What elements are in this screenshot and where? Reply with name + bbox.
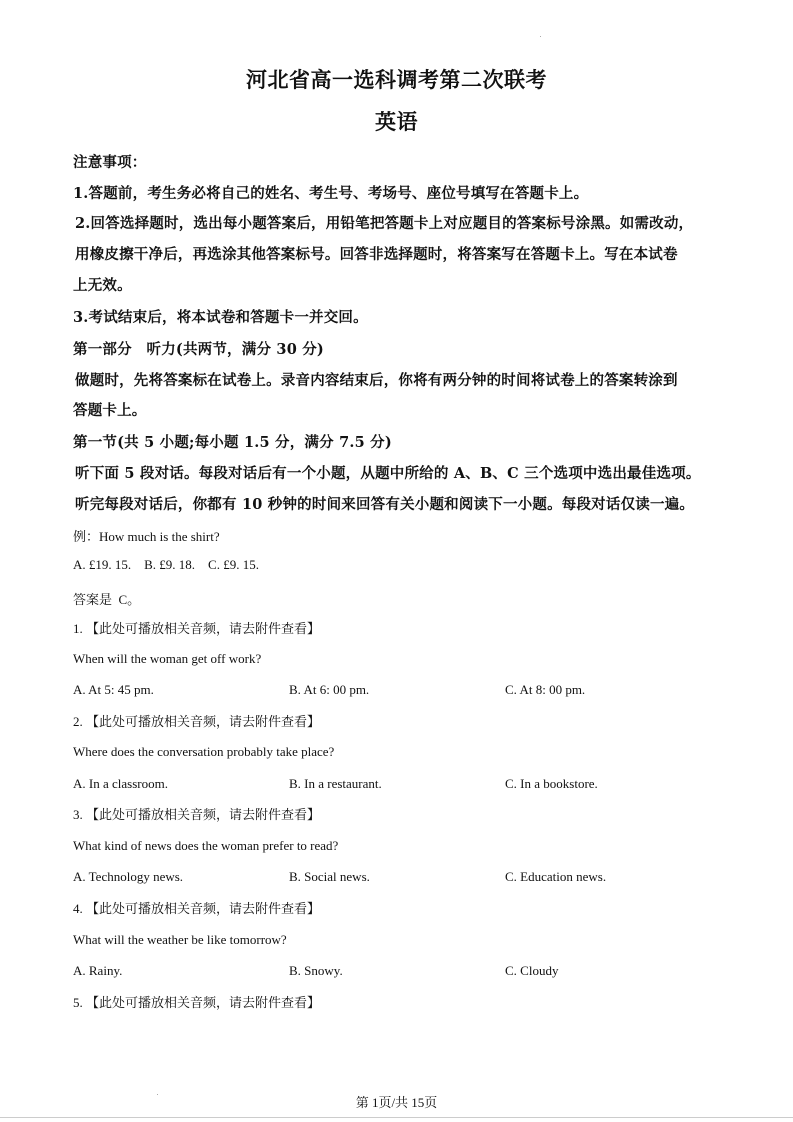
question-4-text: What will the weather be like tomorrow? xyxy=(73,932,287,947)
audio-placeholder-5: 5. 【此处可播放相关音频，请去附件查看】 xyxy=(73,995,321,1010)
question-3-option-c: C. Education news. xyxy=(505,869,607,884)
question-4-option-b: B. Snowy. xyxy=(289,963,343,978)
audio-placeholder-1: 1. 【此处可播放相关音频，请去附件查看】 xyxy=(73,621,321,636)
audio-placeholder-3: 3. 【此处可播放相关音频，请去附件查看】 xyxy=(73,807,321,822)
question-3-text: What kind of news does the woman prefer to read? xyxy=(73,838,339,853)
part1-heading: 第一部分 听力(共两节，满分 30 分) xyxy=(73,341,324,358)
question-4-option-c: C. Cloudy xyxy=(505,963,559,978)
exam-title: 河北省高一选科调考第二次联考 xyxy=(246,67,547,92)
example-answer: 答案是 C。 xyxy=(73,592,141,607)
example-options: A. £19. 15. B. £9. 18. C. £9. 15. xyxy=(73,557,259,572)
part1-instruction-line-2: 答题卡上。 xyxy=(73,402,147,419)
question-1-text: When will the woman get off work? xyxy=(73,651,262,666)
question-2-option-b: B. In a restaurant. xyxy=(289,776,382,791)
example-question: 例：How much is the shirt? xyxy=(73,529,220,544)
bottom-rule xyxy=(0,1117,793,1118)
scan-dot xyxy=(540,36,541,37)
note-item-3: 3.考试结束后，将本试卷和答题卡一并交回。 xyxy=(73,309,368,326)
section1-instruction-line-2: 听完每段对话后，你都有 10 秒钟的时间来回答有关小题和阅读下一小题。每段对话仅读一遍。 xyxy=(75,496,695,513)
note-item-2-line-3: 上无效。 xyxy=(73,277,132,294)
question-3-option-b: B. Social news. xyxy=(289,869,370,884)
page-number: 第 1页/共 15页 xyxy=(355,1095,438,1110)
audio-placeholder-2: 2. 【此处可播放相关音频，请去附件查看】 xyxy=(73,714,321,729)
audio-placeholder-4: 4. 【此处可播放相关音频，请去附件查看】 xyxy=(73,901,321,916)
subject-title: 英语 xyxy=(375,109,418,134)
part1-instruction-line-1: 做题时，先将答案标在试卷上。录音内容结束后，你将有两分钟的时间将试卷上的答案转涂到 xyxy=(75,372,678,389)
question-2-option-c: C. In a bookstore. xyxy=(505,776,598,791)
note-item-1: 1.答题前，考生务必将自己的姓名、考生号、考场号、座位号填写在答题卡上。 xyxy=(73,185,589,202)
question-2-text: Where does the conversation probably take place? xyxy=(73,744,335,759)
note-item-2-line-2: 用橡皮擦干净后，再选涂其他答案标号。回答非选择题时，将答案写在答题卡上。写在本试卷 xyxy=(75,246,678,263)
question-3-option-a: A. Technology news. xyxy=(73,869,184,884)
section1-heading: 第一节(共 5 小题;每小题 1.5 分，满分 7.5 分) xyxy=(73,434,392,451)
note-item-2-line-1: 2.回答选择题时，选出每小题答案后，用铅笔把答题卡上对应题目的答案标号涂黑。如需改动， xyxy=(75,215,694,232)
notes-heading: 注意事项： xyxy=(73,154,147,171)
question-2-option-a: A. In a classroom. xyxy=(73,776,168,791)
question-1-option-c: C. At 8: 00 pm. xyxy=(505,682,586,697)
question-4-option-a: A. Rainy. xyxy=(73,963,123,978)
question-1-option-b: B. At 6: 00 pm. xyxy=(289,682,370,697)
section1-instruction-line-1: 听下面 5 段对话。每段对话后有一个小题，从题中所给的 A、B、C 三个选项中选出最佳选项。 xyxy=(75,465,701,482)
question-1-option-a: A. At 5: 45 pm. xyxy=(73,682,154,697)
